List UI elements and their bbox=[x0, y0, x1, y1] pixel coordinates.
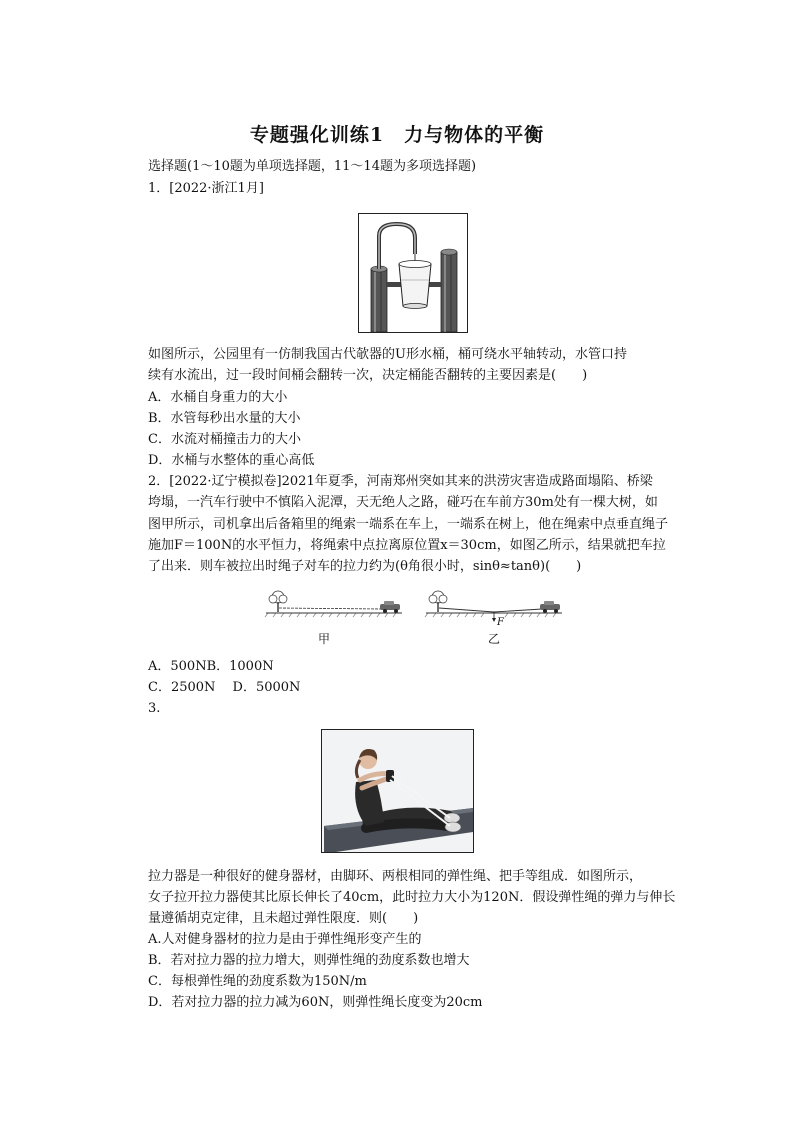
q3-header: 3. bbox=[148, 701, 161, 716]
q3-option-b: B．若对拉力器的拉力增大，则弹性绳的劲度系数也增大 bbox=[148, 953, 470, 968]
q2-figure-b-label: 乙 bbox=[488, 632, 501, 646]
q3-stem-line-3: 量遵循胡克定律，且未超过弹性限度．则( ) bbox=[148, 911, 419, 926]
q2-figure-b bbox=[424, 588, 564, 624]
q1-option-c: C．水流对桶撞击力的大小 bbox=[148, 432, 301, 447]
q2-stem-line-1: 2．[2022·辽宁模拟卷]2021年夏季，河南郑州突如其来的洪涝灾害造成路面塌陷、桥梁 bbox=[148, 474, 653, 489]
q1-stem-line-1: 如图所示，公园里有一仿制我国古代欹器的U形水桶，桶可绕水平轴转动，水管口持 bbox=[148, 347, 627, 362]
q3-stem-line-2: 女子拉开拉力器使其比原长伸长了40cm，此时拉力大小为120N．假设弹性绳的弹力与伸长 bbox=[148, 890, 676, 905]
q2-stem-line-5: 了出来．则车被拉出时绳子对车的拉力约为(θ角很小时，sinθ≈tanθ)( ) bbox=[148, 559, 582, 574]
page-title: 专题强化训练1 力与物体的平衡 bbox=[249, 124, 545, 146]
q2-stem-line-3: 图甲所示，司机拿出后备箱里的绳索一端系在车上，一端系在树上，他在绳索中点垂直绳子 bbox=[148, 517, 669, 532]
q1-option-d: D．水桶与水整体的重心高低 bbox=[148, 453, 315, 468]
q1-header: 1．[2022·浙江1月] bbox=[148, 181, 264, 196]
q1-option-b: B．水管每秒出水量的大小 bbox=[148, 411, 301, 426]
q1-option-a: A．水桶自身重力的大小 bbox=[148, 390, 288, 405]
q1-stem-line-2: 续有水流出，过一段时间桶会翻转一次，决定桶能否翻转的主要因素是( ) bbox=[148, 368, 588, 383]
q2-figure-a bbox=[264, 588, 404, 620]
q2-options-line-1: A．500NB．1000N bbox=[148, 659, 274, 674]
q3-exercise-figure bbox=[321, 729, 474, 853]
q2-options-line-2: C．2500N D．5000N bbox=[148, 680, 301, 695]
q2-stem-line-2: 垮塌，一汽车行驶中不慎陷入泥潭，天无绝人之路，碰巧在车前方30m处有一棵大树，如 bbox=[148, 495, 658, 510]
q2-stem-line-4: 施加F＝100N的水平恒力，将绳索中点拉离原位置x＝30cm，如图乙所示，结果就把车拉 bbox=[148, 538, 666, 553]
instructions: 选择题(1～10题为单项选择题，11～14题为多项选择题) bbox=[148, 159, 477, 174]
q3-option-c: C．每根弹性绳的劲度系数为150N/m bbox=[148, 974, 367, 989]
q3-option-a: A.人对健身器材的拉力是由于弹性绳形变产生的 bbox=[148, 932, 422, 947]
q3-option-d: D．若对拉力器的拉力减为60N，则弹性绳长度变为20cm bbox=[148, 995, 483, 1010]
q1-water-bucket-figure bbox=[358, 213, 468, 333]
q2-force-label: F bbox=[497, 617, 504, 628]
q3-stem-line-1: 拉力器是一种很好的健身器材，由脚环、两根相同的弹性绳、把手等组成．如图所示， bbox=[148, 869, 643, 884]
q2-figure-a-label: 甲 bbox=[318, 632, 331, 646]
